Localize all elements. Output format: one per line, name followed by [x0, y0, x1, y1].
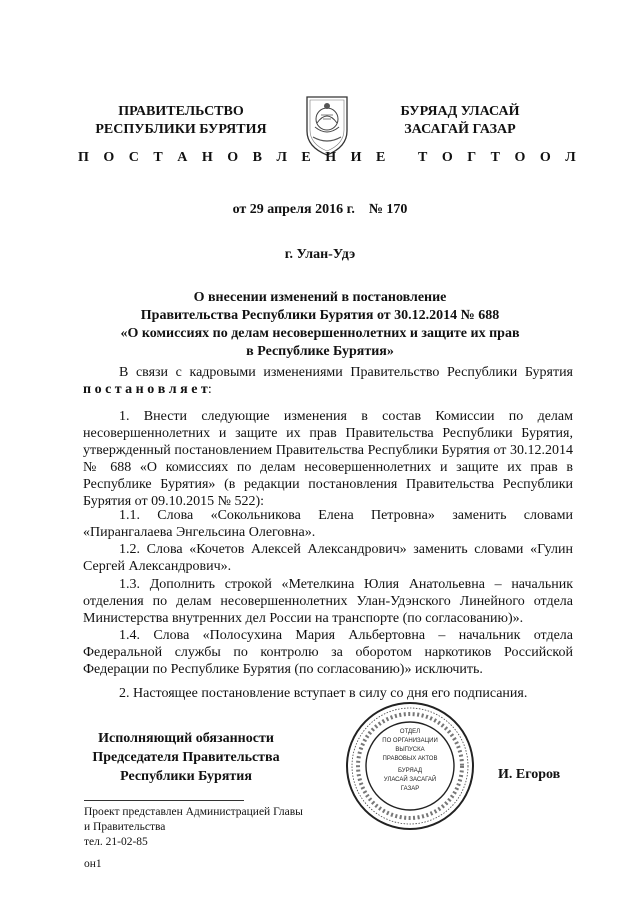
body-p1-4 — [83, 627, 573, 678]
paragraph-1-3: 1.3. Дополнить строкой «Метелкина Юлия Анатольевна – начальник отделения по делам несовершеннолетних Улан-Удэнского Линейного отдела Министерства внутренних дел России на транспорте (по согласованию)». — [83, 577, 573, 626]
footer-line3: тел. 21-02-85 — [84, 836, 148, 848]
stamp-line5: БУРЯАД — [397, 768, 423, 774]
stamp-line2: ПО ОРГАНИЗАЦИИ — [382, 738, 438, 744]
header-left-line1: ПРАВИТЕЛЬСТВО — [118, 104, 244, 119]
signature-line3: Республики Бурятия — [120, 769, 252, 784]
body-p1 — [83, 408, 573, 510]
signature-name: И. Егоров — [498, 767, 561, 782]
paragraph-1-1: 1.1. Слова «Сокольникова Елена Петровна» заменить словами «Пирангалаева Энгельсина Олеговна». — [83, 508, 573, 540]
title-line4: в Республике Бурятия» — [246, 344, 394, 359]
date-number: от 29 апреля 2016 г. № 170 — [232, 202, 408, 217]
paragraph-1-2: 1.2. Слова «Кочетов Алексей Александрович» заменить словами «Гулин Сергей Александрович». — [83, 542, 573, 574]
body-p1-1 — [83, 507, 573, 541]
decree-colon: : — [207, 382, 212, 397]
signature-line2: Председателя Правительства — [92, 750, 280, 765]
header-left-org — [86, 103, 276, 139]
stamp-line1: ОТДЕЛ — [399, 729, 421, 735]
paragraph-1: 1. Внести следующие изменения в состав Комиссии по делам несовершеннолетних и защите их прав Правительства Республики Бурятия, утвержденный постановлением Правительства Республики Бурятия от 30.12.2014 № 688 «О комиссиях по делам несовершеннолетних и защите их прав в Республике Бурятия» (в редакции постановления Правительства Республики Бурятия от 09.10.2015 № 522): — [83, 409, 573, 509]
footer-code: он1 — [84, 858, 102, 870]
body-p1-3 — [83, 576, 573, 627]
title-line2: Правительства Республики Бурятия от 30.12.2014 № 688 — [140, 308, 500, 323]
city: г. Улан-Удэ — [284, 247, 356, 262]
header-right-org — [375, 103, 545, 139]
header-right-doc-type: Т О Г Т О О Л — [418, 150, 582, 165]
body-p2 — [83, 685, 573, 702]
signature-position — [78, 729, 294, 786]
header-right-line1: БУРЯАД УЛАСАЙ — [400, 104, 520, 119]
coat-of-arms-emblem — [301, 93, 353, 157]
intro-paragraph — [83, 364, 573, 398]
decree-word: п о с т а н о в л я е т — [83, 382, 208, 397]
title-line3: «О комиссиях по делам несовершеннолетних и защите их прав — [120, 326, 520, 341]
header-right-line2: ЗАСАГАЙ ГАЗАР — [404, 122, 516, 137]
body-p1-2 — [83, 541, 573, 575]
footer-line2: и Правительства — [84, 821, 166, 833]
title-line1: О внесении изменений в постановление — [193, 290, 447, 305]
paragraph-1-4: 1.4. Слова «Полосухина Мария Альбертовна – начальник отдела Федеральной службы по контролю за оборотом наркотиков Российской Федерации по Республике Бурятия (по согласованию)» исключить. — [83, 628, 573, 677]
intro-text: В связи с кадровыми изменениями Правительство Республики Бурятия — [119, 365, 573, 380]
signature-line1: Исполняющий обязанности — [98, 731, 274, 746]
decree-line — [83, 381, 573, 398]
footer-line1: Проект представлен Администрацией Главы — [84, 806, 303, 818]
header-left-line2: РЕСПУБЛИКИ БУРЯТИЯ — [95, 122, 267, 137]
header-left-doc-type: П О С Т А Н О В Л Е Н И Е — [78, 150, 391, 165]
paragraph-2: 2. Настоящее постановление вступает в силу со дня его подписания. — [119, 686, 528, 701]
stamp-line4: ПРАВОВЫХ АКТОВ — [382, 756, 438, 762]
document-title — [40, 289, 600, 361]
stamp-line7: ГАЗАР — [400, 786, 420, 792]
footer-project-note — [84, 805, 384, 850]
footer-rule — [84, 800, 244, 801]
stamp-line6: УЛАСАЙ ЗАСАГАЙ — [383, 777, 437, 783]
stamp-line3: ВЫПУСКА — [395, 747, 425, 753]
